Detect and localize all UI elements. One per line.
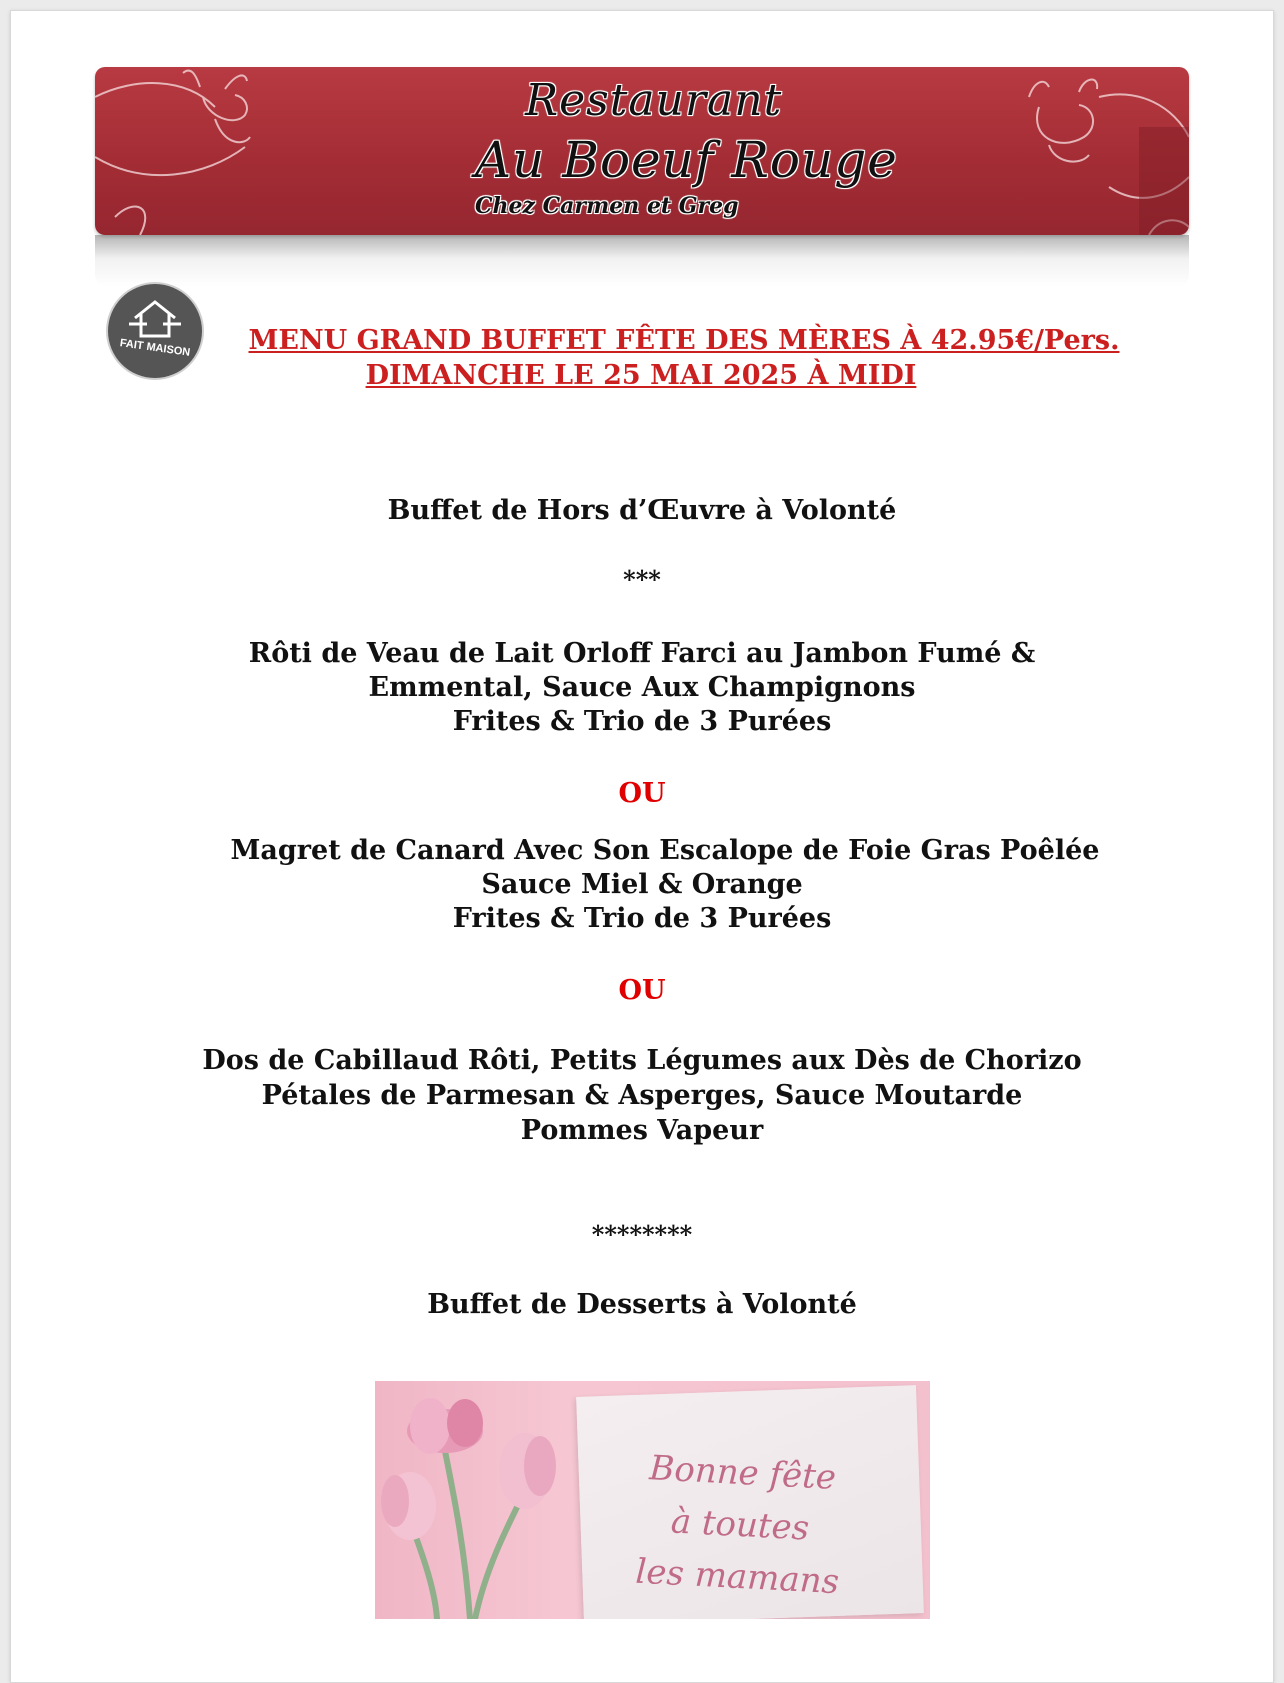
menu-page — [10, 10, 1274, 1683]
separator-small: *** — [623, 565, 661, 594]
option2-line2: Sauce Miel & Orange — [481, 869, 803, 900]
greeting-line-1: Bonne fête — [648, 1448, 837, 1498]
greeting-text — [571, 1438, 909, 1611]
banner-reflection — [95, 235, 1189, 287]
option2-line1: Magret de Canard Avec Son Escalope de Foie Gras Poêlée — [230, 835, 1100, 866]
option2-line3: Frites & Trio de 3 Purées — [452, 903, 832, 934]
banner-title-name: Au Boeuf Rouge — [475, 131, 898, 189]
mothers-day-image — [375, 1381, 930, 1619]
or-separator: OU — [618, 975, 666, 1006]
option3-line2: Pétales de Parmesan & Asperges, Sauce Moutarde — [261, 1080, 1023, 1111]
option1-line2: Emmental, Sauce Aux Champignons — [368, 672, 916, 703]
banner-title-restaurant: Restaurant — [525, 75, 783, 126]
dessert-line: Buffet de Desserts à Volonté — [427, 1289, 857, 1320]
option3-line3: Pommes Vapeur — [520, 1115, 764, 1146]
separator-long: ******** — [591, 1220, 693, 1249]
option1-line1: Rôti de Veau de Lait Orloff Farci au Jambon Fumé & — [248, 638, 1036, 669]
menu-date: DIMANCHE LE 25 MAI 2025 À MIDI — [365, 360, 917, 391]
bull-right-icon — [989, 67, 1189, 235]
restaurant-banner — [95, 67, 1189, 235]
greeting-line-2: à toutes — [669, 1501, 811, 1549]
starter-line: Buffet de Hors d’Œuvre à Volonté — [387, 495, 897, 526]
fait-maison-label: FAIT MAISON — [119, 337, 191, 359]
menu-headline: MENU GRAND BUFFET FÊTE DES MÈRES À 42.95€/Pers. — [248, 325, 1120, 356]
tulips-icon — [375, 1381, 595, 1619]
or-separator: OU — [618, 778, 666, 809]
banner-subtitle: Chez Carmen et Greg — [475, 193, 739, 219]
greeting-line-3: les mamans — [634, 1551, 840, 1603]
option1-line3: Frites & Trio de 3 Purées — [452, 706, 832, 737]
bull-left-icon — [95, 67, 275, 235]
option3-line1: Dos de Cabillaud Rôti, Petits Légumes aux Dès de Chorizo — [202, 1045, 1082, 1076]
